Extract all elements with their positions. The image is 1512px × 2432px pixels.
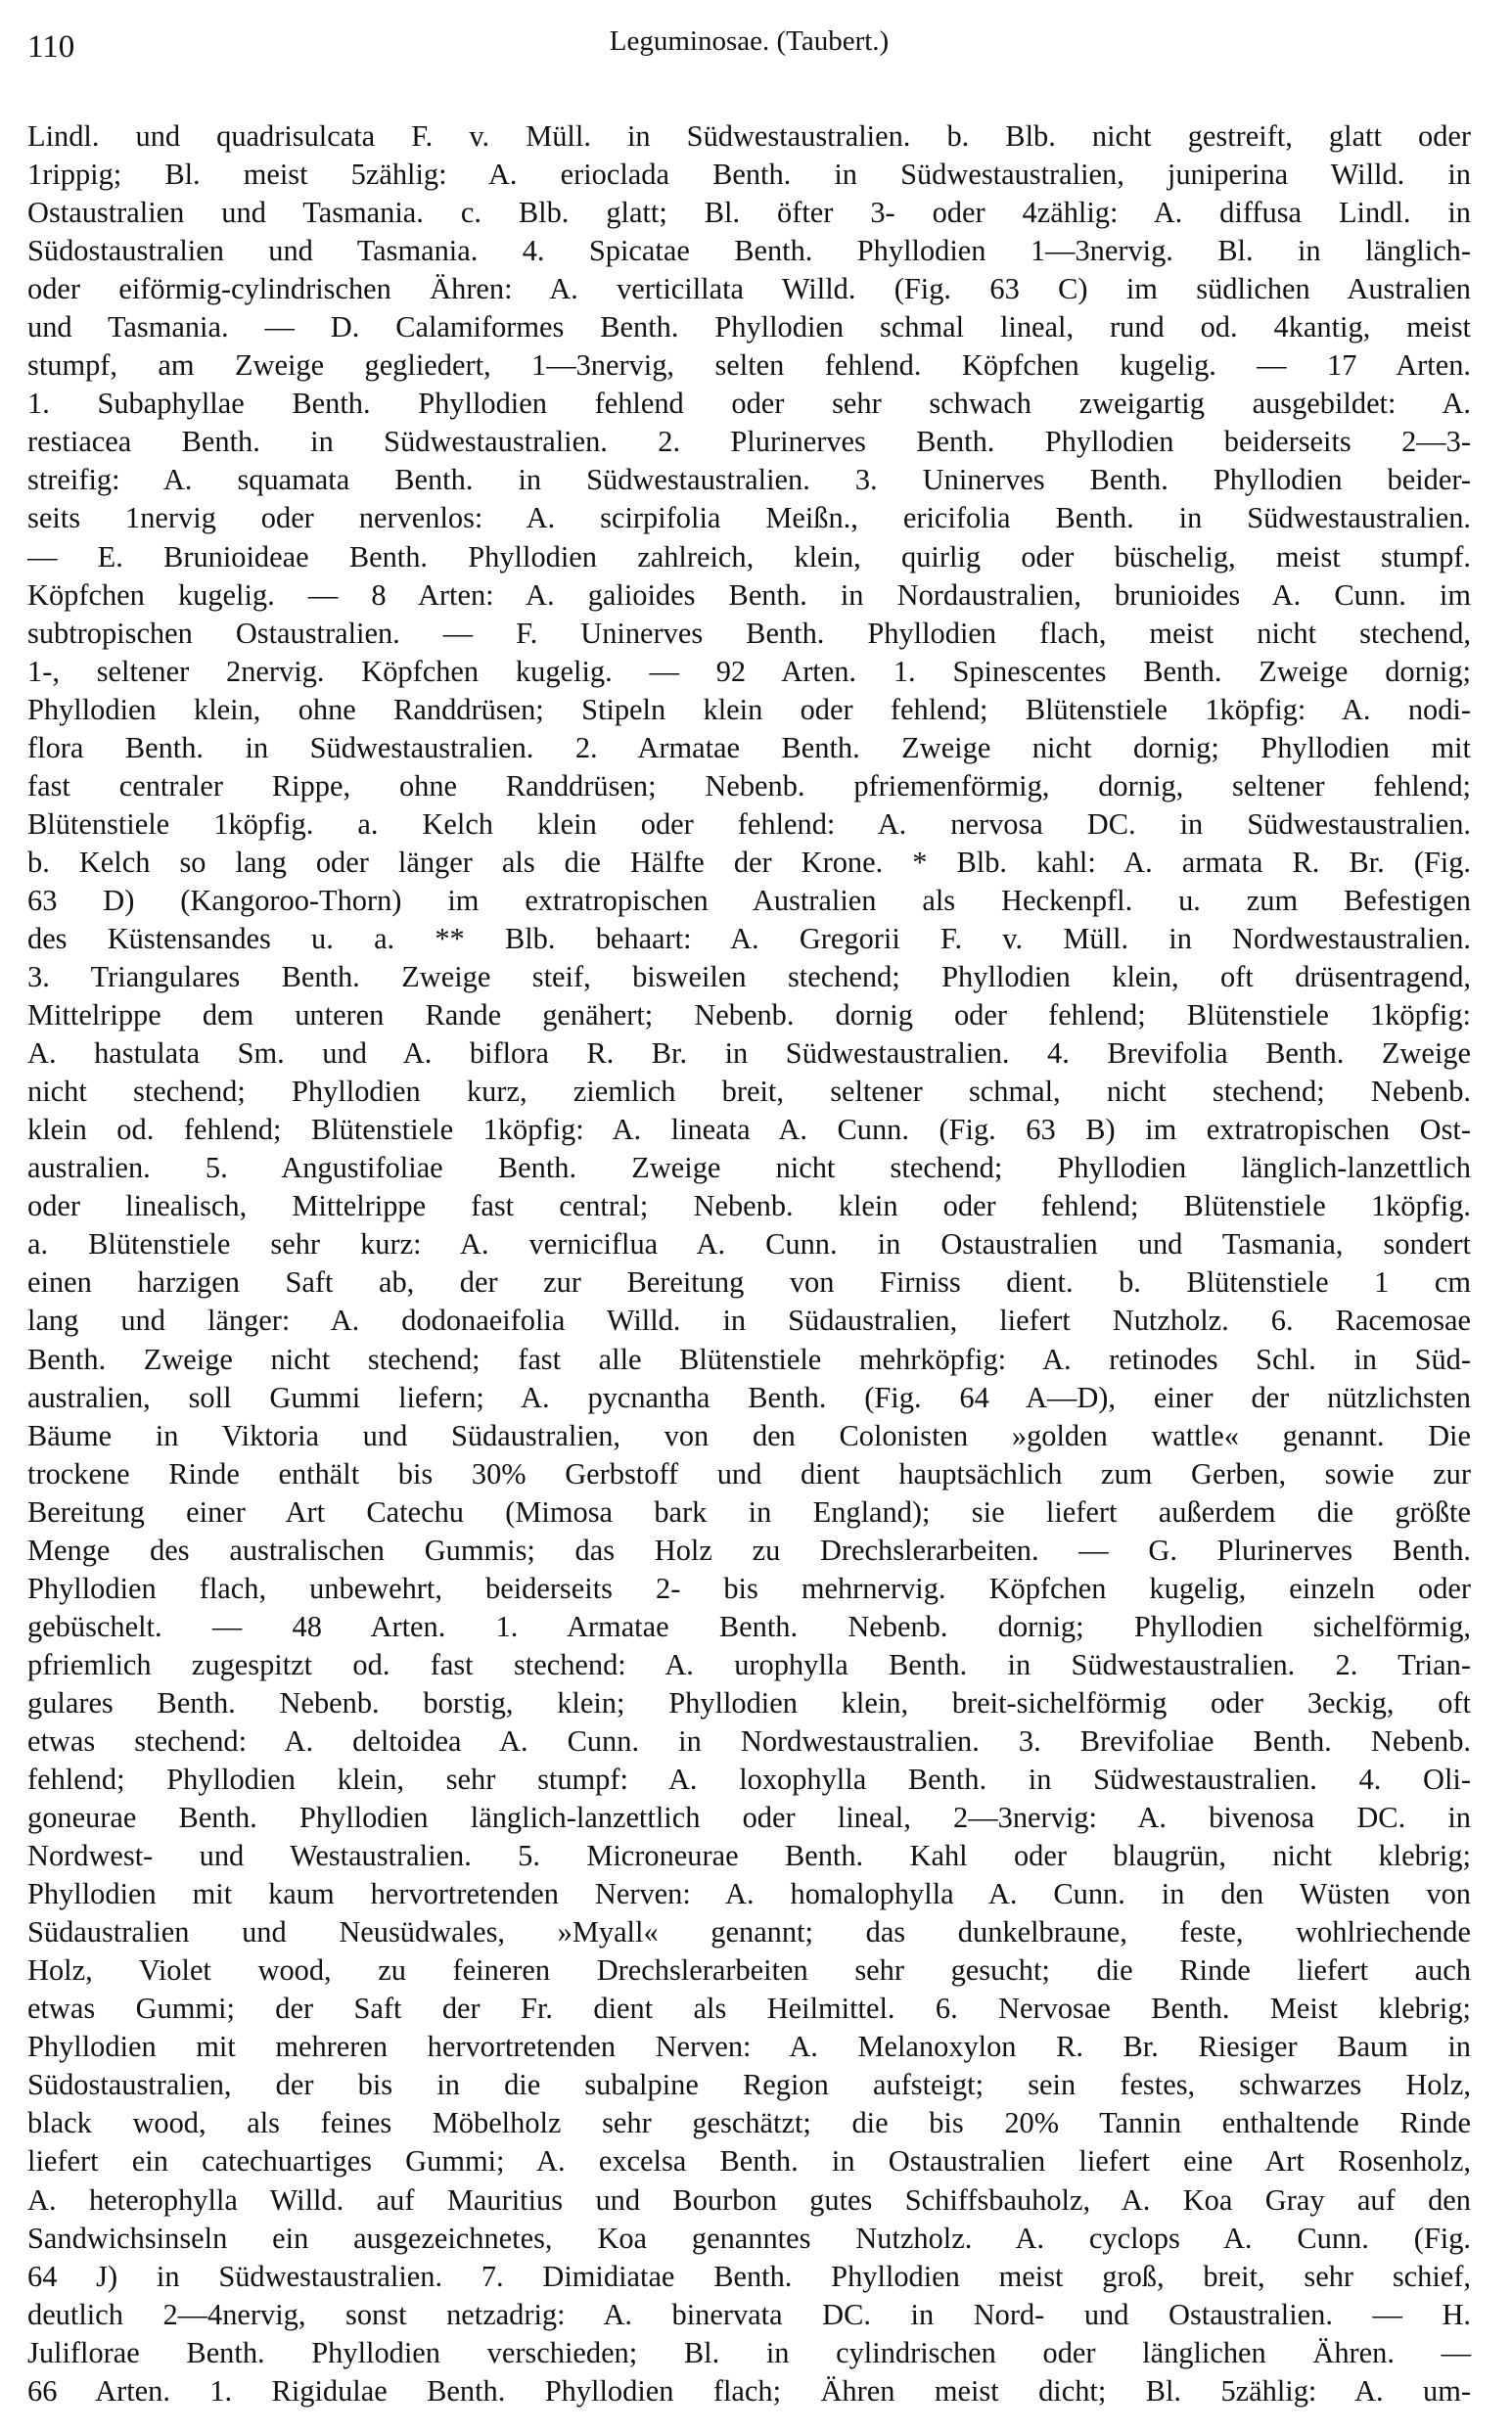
text-line: flora Benth. in Südwestaustralien. 2. Armatae Benth. Zweige nicht dornig; Phyllodien mit xyxy=(27,730,1471,764)
text-line: fast centraler Rippe, ohne Randdrüsen; Nebenb. pfriemenförmig, dornig, seltener fehlend; xyxy=(27,768,1471,803)
text-line: Sandwichsinseln ein ausgezeichnetes, Koa genanntes Nutzholz. A. cyclops A. Cunn. (Fig. xyxy=(27,2221,1471,2255)
text-line: australien, soll Gummi liefern; A. pycnantha Benth. (Fig. 64 A—D), einer der nützlichsten xyxy=(27,1380,1471,1414)
text-line: 3. Triangulares Benth. Zweige steif, bisweilen stechend; Phyllodien klein, oft drüsentragend, xyxy=(27,960,1471,994)
text-line: Ostaustralien und Tasmania. c. Blb. glatt; Bl. öfter 3- oder 4zählig: A. diffusa Lindl. in xyxy=(27,196,1471,230)
text-line: — E. Brunioideae Benth. Phyllodien zahlreich, klein, quirlig oder büschelig, meist stumpf. xyxy=(27,539,1471,574)
text-line: Menge des australischen Gummis; das Holz zu Drechslerarbeiten. — G. Plurinerves Benth. xyxy=(27,1533,1471,1567)
text-line: b. Kelch so lang oder länger als die Hälfte der Krone. * Blb. kahl: A. armata R. Br. (Fig. xyxy=(27,845,1471,879)
text-line: etwas stechend: A. deltoidea A. Cunn. in Nordwestaustralien. 3. Brevifoliae Benth. Nebenb. xyxy=(27,1723,1471,1758)
text-line: Köpfchen kugelig. — 8 Arten: A. galioides Benth. in Nordaustralien, brunioides A. Cunn. im xyxy=(27,577,1471,612)
text-line: streifig: A. squamata Benth. in Südwestaustralien. 3. Uninerves Benth. Phyllodien beider- xyxy=(27,463,1471,497)
text-line: Bäume in Viktoria und Südaustralien, von den Colonisten »golden wattle« genannt. Die xyxy=(27,1418,1471,1452)
text-line: black wood, als feines Möbelholz sehr geschätzt; die bis 20% Tannin enthaltende Rinde xyxy=(27,2106,1471,2140)
text-line: etwas Gummi; der Saft der Fr. dient als Heilmittel. 6. Nervosae Benth. Meist klebrig; xyxy=(27,1992,1471,2026)
text-line: 63 D) (Kangoroo-Thorn) im extratropischen Australien als Heckenpfl. u. zum Befestigen xyxy=(27,883,1471,917)
page-number: 110 xyxy=(27,29,75,65)
text-line: des Küstensandes u. a. ** Blb. behaart: A. Gregorii F. v. Müll. in Nordwestaustralien. xyxy=(27,921,1471,955)
text-line: liefert ein catechuartiges Gummi; A. excelsa Benth. in Ostaustralien liefert eine Art Rosenholz, xyxy=(27,2144,1471,2179)
book-page xyxy=(27,22,1471,2410)
text-line: australien. 5. Angustifoliae Benth. Zweige nicht stechend; Phyllodien länglich-lanzettlich xyxy=(27,1151,1471,1185)
text-line: einen harzigen Saft ab, der zur Bereitung von Firniss dient. b. Blütenstiele 1 cm xyxy=(27,1265,1471,1300)
text-line: stumpf, am Zweige gegliedert, 1—3nervig, selten fehlend. Köpfchen kugelig. — 17 Arten. xyxy=(27,348,1471,383)
text-line: Holz, Violet wood, zu feineren Drechslerarbeiten sehr gesucht; die Rinde liefert auch xyxy=(27,1953,1471,1988)
text-line: Südostaustralien und Tasmania. 4. Spicatae Benth. Phyllodien 1—3nervig. Bl. in länglich- xyxy=(27,234,1471,268)
text-line: 1. Subaphyllae Benth. Phyllodien fehlend oder sehr schwach zweigartig ausgebildet: A. xyxy=(27,387,1471,421)
text-line: Südaustralien und Neusüdwales, »Myall« genannt; das dunkelbraune, feste, wohlriechende xyxy=(27,1915,1471,1950)
text-line: 1-, seltener 2nervig. Köpfchen kugelig. — 92 Arten. 1. Spinescentes Benth. Zweige dornig; xyxy=(27,654,1471,688)
text-line: und Tasmania. — D. Calamiformes Benth. Phyllodien schmal lineal, rund od. 4kantig, meist xyxy=(27,310,1471,344)
text-line: Benth. Zweige nicht stechend; fast alle Blütenstiele mehrköpfig: A. retinodes Schl. in Süd- xyxy=(27,1342,1471,1376)
text-line: Phyllodien klein, ohne Randdrüsen; Stipeln klein oder fehlend; Blütenstiele 1köpfig: A. nodi- xyxy=(27,692,1471,726)
text-line: lang und länger: A. dodonaeifolia Willd. in Südaustralien, liefert Nutzholz. 6. Racemosae xyxy=(27,1304,1471,1338)
text-line: gebüschelt. — 48 Arten. 1. Armatae Benth. Nebenb. dornig; Phyllodien sichelförmig, xyxy=(27,1609,1471,1643)
text-line: gulares Benth. Nebenb. borstig, klein; Phyllodien klein, breit-sichelförmig oder 3eckig, oft xyxy=(27,1685,1471,1720)
text-line: 64 J) in Südwestaustralien. 7. Dimidiatae Benth. Phyllodien meist groß, breit, sehr schief, xyxy=(27,2259,1471,2293)
text-line: oder linealisch, Mittelrippe fast central; Nebenb. klein oder fehlend; Blütenstiele 1köpfig. xyxy=(27,1189,1471,1223)
text-line: subtropischen Ostaustralien. — F. Uninerves Benth. Phyllodien flach, meist nicht stechend, xyxy=(27,616,1471,650)
text-line: klein od. fehlend; Blütenstiele 1köpfig: A. lineata A. Cunn. (Fig. 63 B) im extratropischen Ost- xyxy=(27,1113,1471,1147)
text-line: pfriemlich zugespitzt od. fast stechend: A. urophylla Benth. in Südwestaustralien. 2. Trian- xyxy=(27,1647,1471,1681)
text-line: Mittelrippe dem unteren Rande genähert; Nebenb. dornig oder fehlend; Blütenstiele 1köpfig: xyxy=(27,998,1471,1032)
text-line: oder eiförmig-cylindrischen Ähren: A. verticillata Willd. (Fig. 63 C) im südlichen Australien xyxy=(27,272,1471,306)
text-line: Phyllodien mit kaum hervortretenden Nerven: A. homalophylla A. Cunn. in den Wüsten von xyxy=(27,1877,1471,1911)
text-line: Südostaustralien, der bis in die subalpine Region aufsteigt; sein festes, schwarzes Holz, xyxy=(27,2068,1471,2102)
text-line: goneurae Benth. Phyllodien länglich-lanzettlich oder lineal, 2—3nervig: A. bivenosa DC. in xyxy=(27,1801,1471,1835)
text-line: Phyllodien flach, unbewehrt, beiderseits 2- bis mehrnervig. Köpfchen kugelig, einzeln oder xyxy=(27,1571,1471,1605)
text-line: Bereitung einer Art Catechu (Mimosa bark in England); sie liefert außerdem die größte xyxy=(27,1494,1471,1529)
text-line: A. heterophylla Willd. auf Mauritius und Bourbon gutes Schiffsbauholz, A. Koa Gray auf den xyxy=(27,2182,1471,2217)
text-line: Blütenstiele 1köpfig. a. Kelch klein oder fehlend: A. nervosa DC. in Südwestaustralien. xyxy=(27,806,1471,841)
text-line: seits 1nervig oder nervenlos: A. scirpifolia Meißn., ericifolia Benth. in Südwestaustralien. xyxy=(27,501,1471,535)
text-line: trockene Rinde enthält bis 30% Gerbstoff und dient hauptsächlich zum Gerben, sowie zur xyxy=(27,1456,1471,1491)
text-line: 66 Arten. 1. Rigidulae Benth. Phyllodien flach; Ähren meist dicht; Bl. 5zählig: A. um- xyxy=(27,2373,1471,2408)
text-line: deutlich 2—4nervig, sonst netzadrig: A. binervata DC. in Nord- und Ostaustralien. — H. xyxy=(27,2297,1471,2331)
body-text xyxy=(27,117,1471,2410)
text-line: Phyllodien mit mehreren hervortretenden Nerven: A. Melanoxylon R. Br. Riesiger Baum in xyxy=(27,2030,1471,2064)
text-line: Lindl. und quadrisulcata F. v. Müll. in Südwestaustralien. b. Blb. nicht gestreift, glatt oder xyxy=(27,119,1471,153)
text-line: 1rippig; Bl. meist 5zählig: A. erioclada Benth. in Südwestaustralien, juniperina Willd. in xyxy=(27,158,1471,192)
text-line: Nordwest- und Westaustralien. 5. Microneurae Benth. Kahl oder blaugrün, nicht klebrig; xyxy=(27,1839,1471,1873)
text-line: Juliflorae Benth. Phyllodien verschieden; Bl. in cylindrischen oder länglichen Ähren. — xyxy=(27,2335,1471,2369)
text-line: restiacea Benth. in Südwestaustralien. 2. Plurinerves Benth. Phyllodien beiderseits 2—3- xyxy=(27,425,1471,459)
running-title: Leguminosae. (Taubert.) xyxy=(609,25,890,57)
text-line: a. Blütenstiele sehr kurz: A. verniciflua A. Cunn. in Ostaustralien und Tasmania, sondert xyxy=(27,1227,1471,1262)
text-line: fehlend; Phyllodien klein, sehr stumpf: A. loxophylla Benth. in Südwestaustralien. 4. Oli- xyxy=(27,1763,1471,1797)
text-line: A. hastulata Sm. und A. biflora R. Br. in Südwestaustralien. 4. Brevifolia Benth. Zweige xyxy=(27,1036,1471,1071)
page-header xyxy=(27,22,1471,80)
text-line: nicht stechend; Phyllodien kurz, ziemlich breit, seltener schmal, nicht stechend; Nebenb. xyxy=(27,1075,1471,1109)
